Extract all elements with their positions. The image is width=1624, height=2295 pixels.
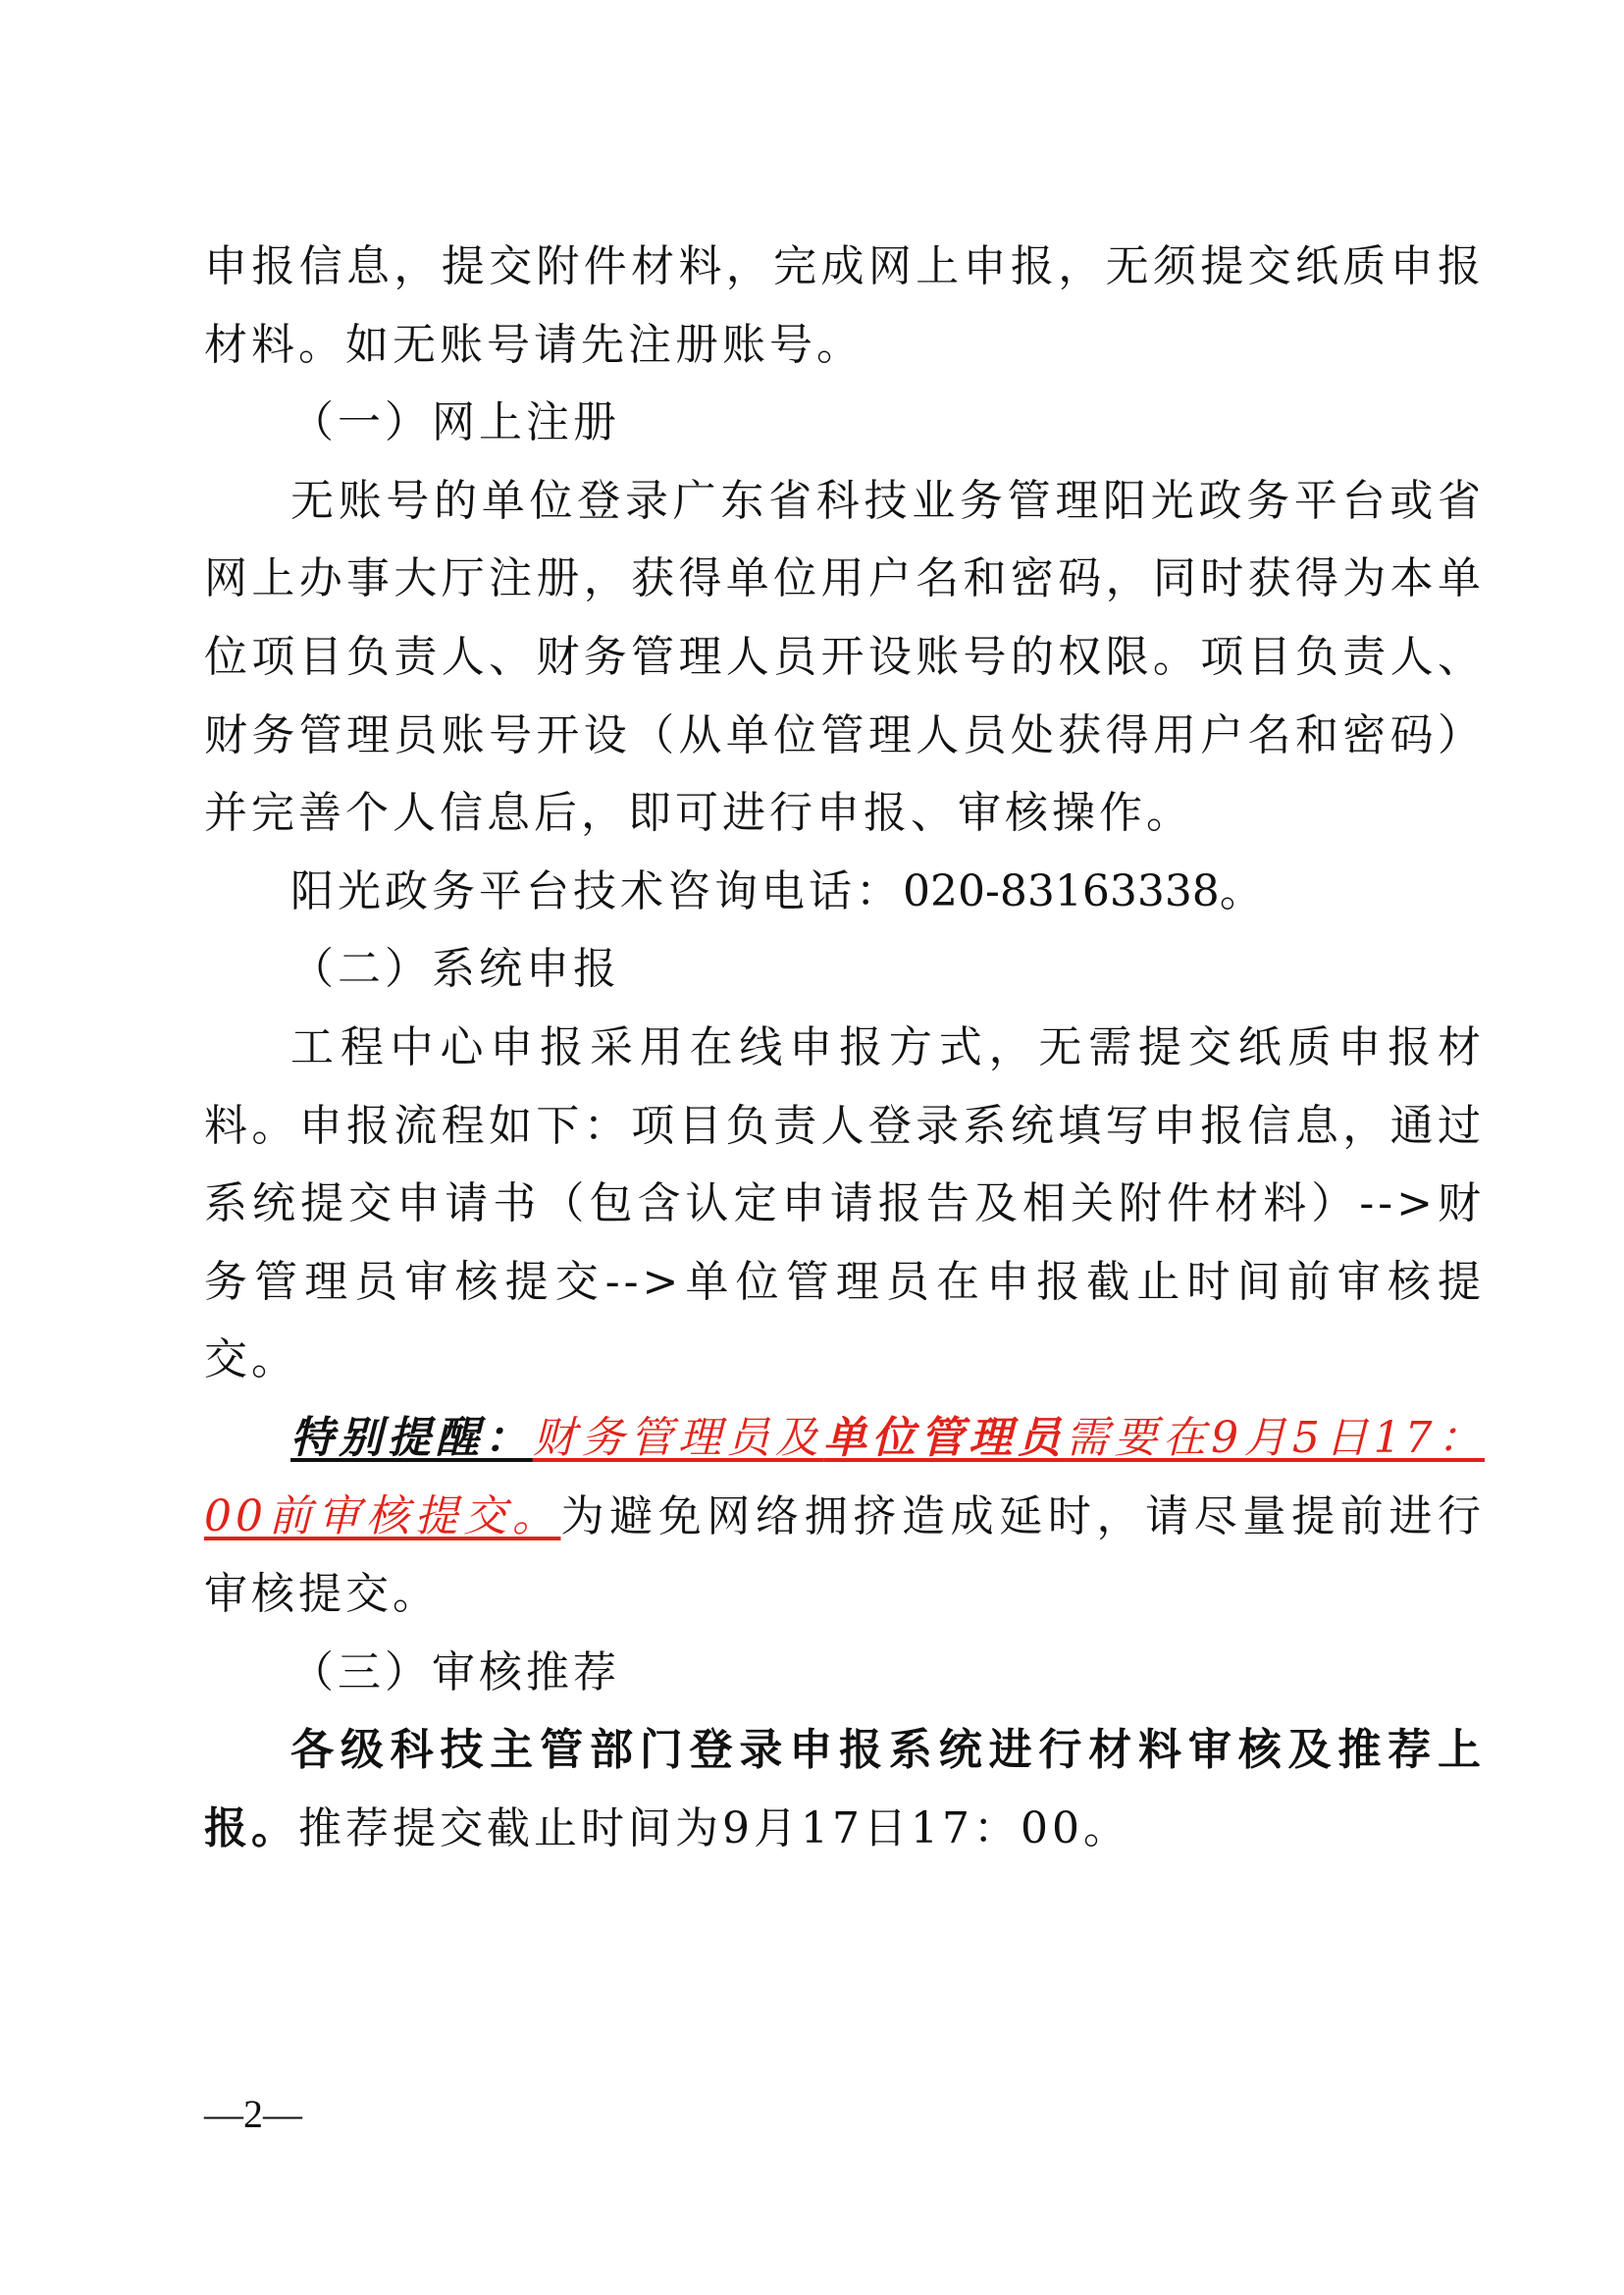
hotline-phone: 020-83163338	[903, 865, 1220, 916]
paragraph-review	[204, 1711, 1485, 1867]
hotline-end: 。	[1219, 865, 1267, 916]
heading-system-submission: （二）系统申报	[290, 944, 620, 995]
paragraph-registration: 无账号的单位登录广东省科技业务管理阳光政务平台或省网上办事大厅注册，获得单位用户名和密码，同时获得为本单位项目负责人、财务管理人员开设账号的权限。项目负责人、财务管理员账号开设（从单位管理人员处获得用户名和密码）并完善个人信息后，即可进行申报、审核操作。	[204, 475, 1485, 839]
review-deadline-text: 推荐提交截止时间为9月17日17：00。	[298, 1802, 1130, 1853]
reminder-red-text-1: 财务管理员及	[532, 1412, 824, 1463]
paragraph-submission-process: 工程中心申报采用在线申报方式，无需提交纸质申报材料。申报流程如下：项目负责人登录系统填写申报信息，通过系统提交申请书（包含认定申请报告及相关附件材料）-->财务管理员审核提交-->单位管理员在申报截止时间前审核提交。	[204, 1021, 1485, 1385]
paragraph-special-reminder	[204, 1399, 1485, 1634]
hotline-label: 阳光政务平台技术咨询电话：	[290, 865, 903, 916]
reminder-red-text-2: 需要在9月5日17：00前审核提交。	[204, 1412, 1486, 1541]
paragraph-submission-info: 申报信息，提交附件材料，完成网上申报，无须提交纸质申报材料。如无账号请先注册账号。	[204, 241, 1485, 370]
paragraph-hotline	[204, 853, 1485, 931]
review-bold-text: 各级科技主管部门登录申报系统进行材料审核及推荐上报。	[204, 1725, 1485, 1853]
reminder-red-bold-text: 单位管理员	[823, 1412, 1067, 1463]
reminder-label: 特别提醒：	[290, 1412, 533, 1463]
document-body	[204, 228, 1485, 1867]
heading-review-recommend: （三）审核推荐	[290, 1646, 620, 1697]
reminder-normal-text: 为避免网络拥挤造成延时，请尽量提前进行审核提交。	[204, 1490, 1485, 1620]
heading-online-registration: （一）网上注册	[290, 397, 620, 448]
page-number: —2—	[204, 2092, 302, 2136]
